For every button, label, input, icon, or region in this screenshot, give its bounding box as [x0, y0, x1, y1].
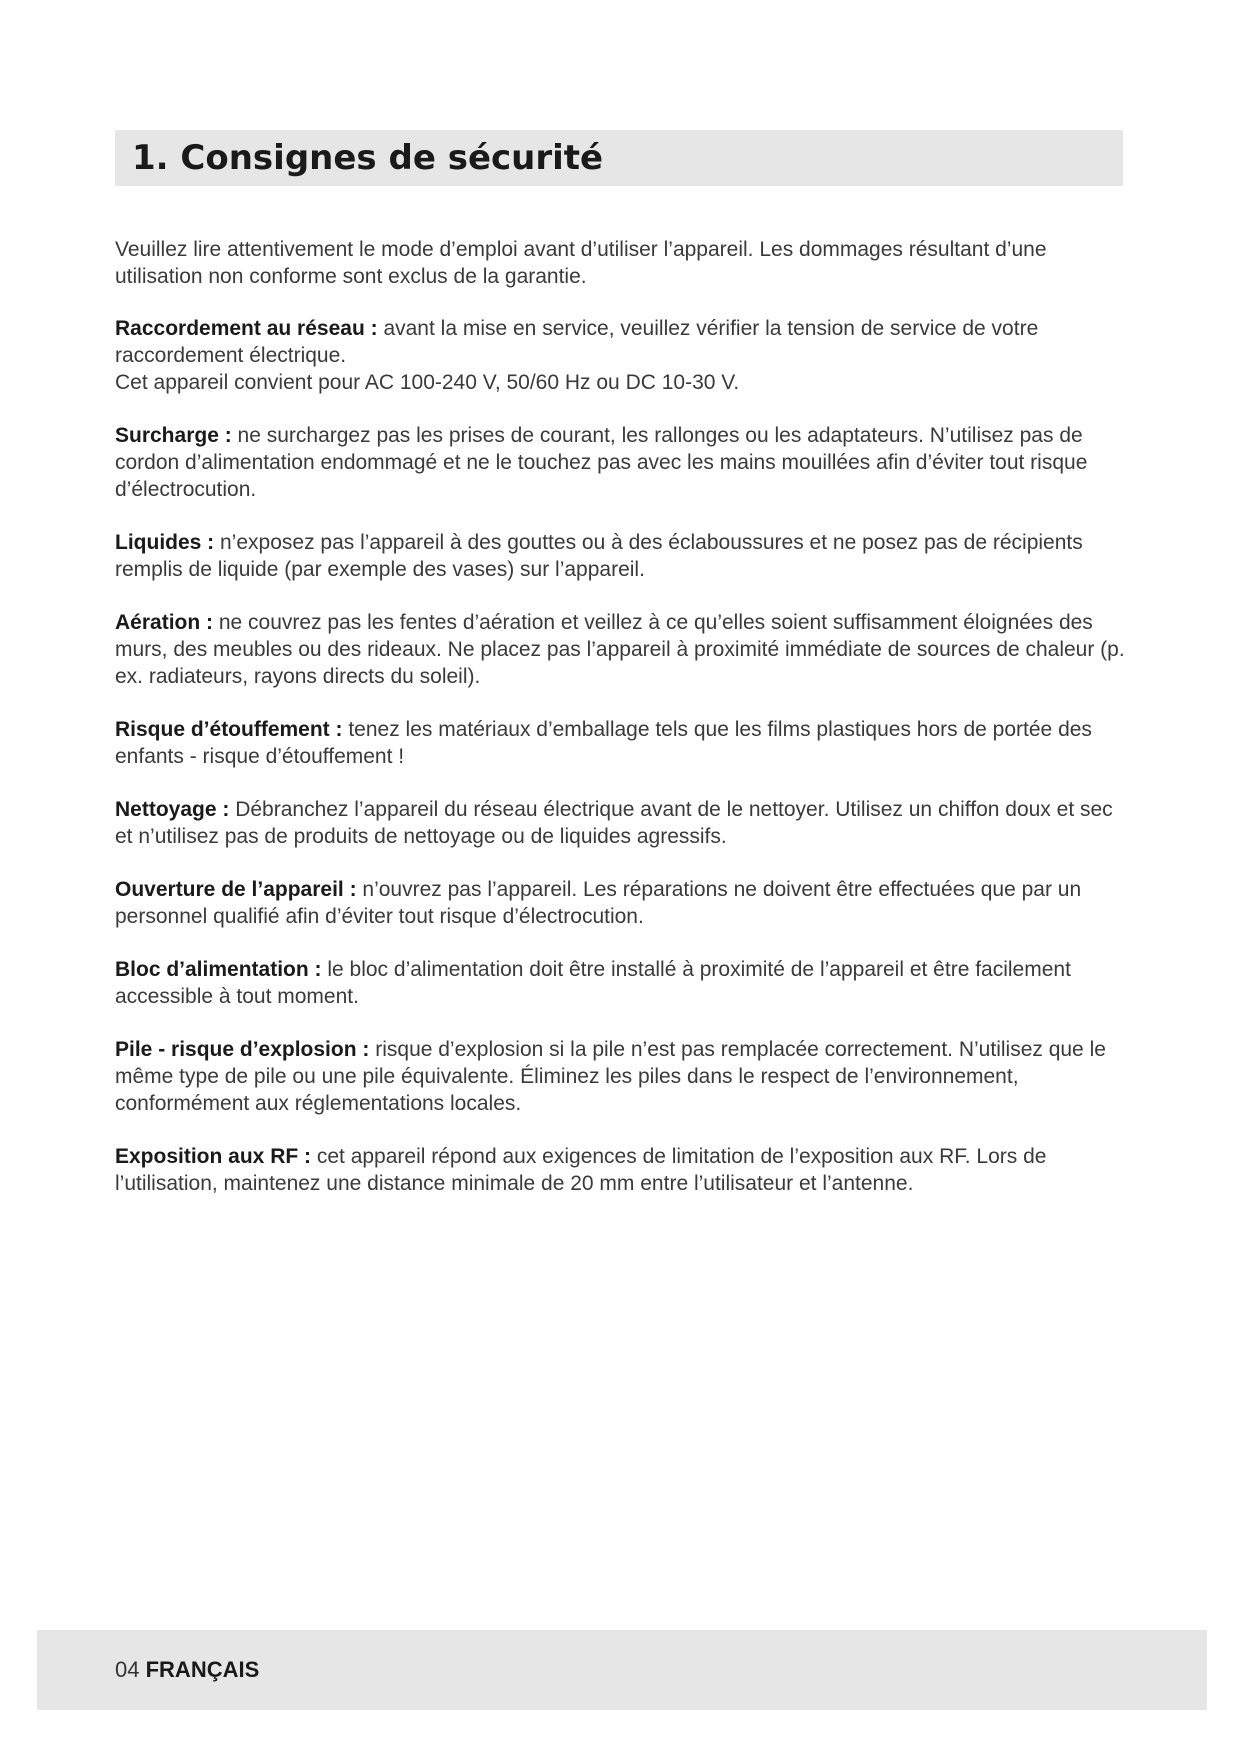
section-text: n’ouvrez pas l’appareil. Les réparations ne doivent être effectuées que par un personnel qualifié afin d’éviter tout risque d’électrocution. [115, 878, 1082, 928]
section-label: Surcharge : [115, 424, 232, 447]
intro-paragraph: Veuillez lire attentivement le mode d’emploi avant d’utiliser l’appareil. Les dommages résultant d’une utilisation non conforme sont exclus de la garantie. [115, 238, 1047, 288]
section-bloc-alimentation [115, 956, 1125, 1010]
section-label: Bloc d’alimentation : [115, 958, 322, 981]
section-risque-etouffement [115, 716, 1125, 770]
section-label: Ouverture de l’appareil : [115, 878, 357, 901]
section-extra-text: Cet appareil convient pour AC 100-240 V, 50/60 Hz ou DC 10-30 V. [115, 371, 740, 394]
section-label: Exposition aux RF : [115, 1145, 312, 1168]
section-heading-bar [115, 130, 1123, 186]
section-label: Aération : [115, 611, 214, 634]
section-raccordement [115, 315, 1125, 396]
section-nettoyage [115, 796, 1125, 850]
page-label [115, 1656, 259, 1684]
section-text: le bloc d’alimentation doit être installé à proximité de l’appareil et être facilement accessible à tout moment. [115, 958, 1071, 1008]
safety-content [115, 236, 1125, 1223]
section-text: ne surchargez pas les prises de courant, les rallonges ou les adaptateurs. N’utilisez pas de cordon d’alimentation endommagé et ne le touchez pas avec les mains mouillées afin d’éviter tout risque d’électrocution. [115, 424, 1088, 501]
section-pile [115, 1036, 1125, 1117]
section-label: Nettoyage : [115, 798, 230, 821]
section-text: ne couvrez pas les fentes d’aération et veillez à ce qu’elles soient suffisamment éloignées des murs, des meubles ou des rideaux. Ne placez pas l’appareil à proximité immédiate de sources de chaleur (p. ex. radiateurs, rayons directs du soleil). [115, 611, 1125, 688]
section-text: Débranchez l’appareil du réseau électrique avant de le nettoyer. Utilisez un chiffon doux et sec et n’utilisez pas de produits de nettoyage ou de liquides agressifs. [115, 798, 1113, 848]
section-surcharge [115, 422, 1125, 503]
section-label: Liquides : [115, 531, 215, 554]
section-ouverture [115, 876, 1125, 930]
section-text: n’exposez pas l’appareil à des gouttes ou à des éclaboussures et ne posez pas de récipients remplis de liquide (par exemple des vases) sur l’appareil. [115, 531, 1083, 581]
page-language: FRANÇAIS [145, 1657, 260, 1682]
section-text: cet appareil répond aux exigences de limitation de l’exposition aux RF. Lors de l’utilisation, maintenez une distance minimale de 20 mm entre l’utilisateur et l’antenne. [115, 1145, 1047, 1195]
section-text: risque d’explosion si la pile n’est pas remplacée correctement. N’utilisez que le même type de pile ou une pile équivalente. Éliminez les piles dans le respect de l’environnement, conformément aux réglementations locales. [115, 1038, 1106, 1115]
section-label: Risque d’étouffement : [115, 718, 343, 741]
page-title: 1. Consignes de sécurité [132, 138, 604, 178]
page-footer [37, 1630, 1207, 1710]
page-number: 04 [115, 1657, 140, 1682]
section-text: avant la mise en service, veuillez vérifier la tension de service de votre raccordement électrique. [115, 317, 1039, 367]
section-aeration [115, 609, 1125, 690]
section-label: Pile - risque d’explosion : [115, 1038, 370, 1061]
section-liquides [115, 529, 1125, 583]
section-exposition-rf [115, 1143, 1125, 1197]
section-text: tenez les matériaux d’emballage tels que les films plastiques hors de portée des enfants - risque d’étouffement ! [115, 718, 1092, 768]
section-label: Raccordement au réseau : [115, 317, 378, 340]
